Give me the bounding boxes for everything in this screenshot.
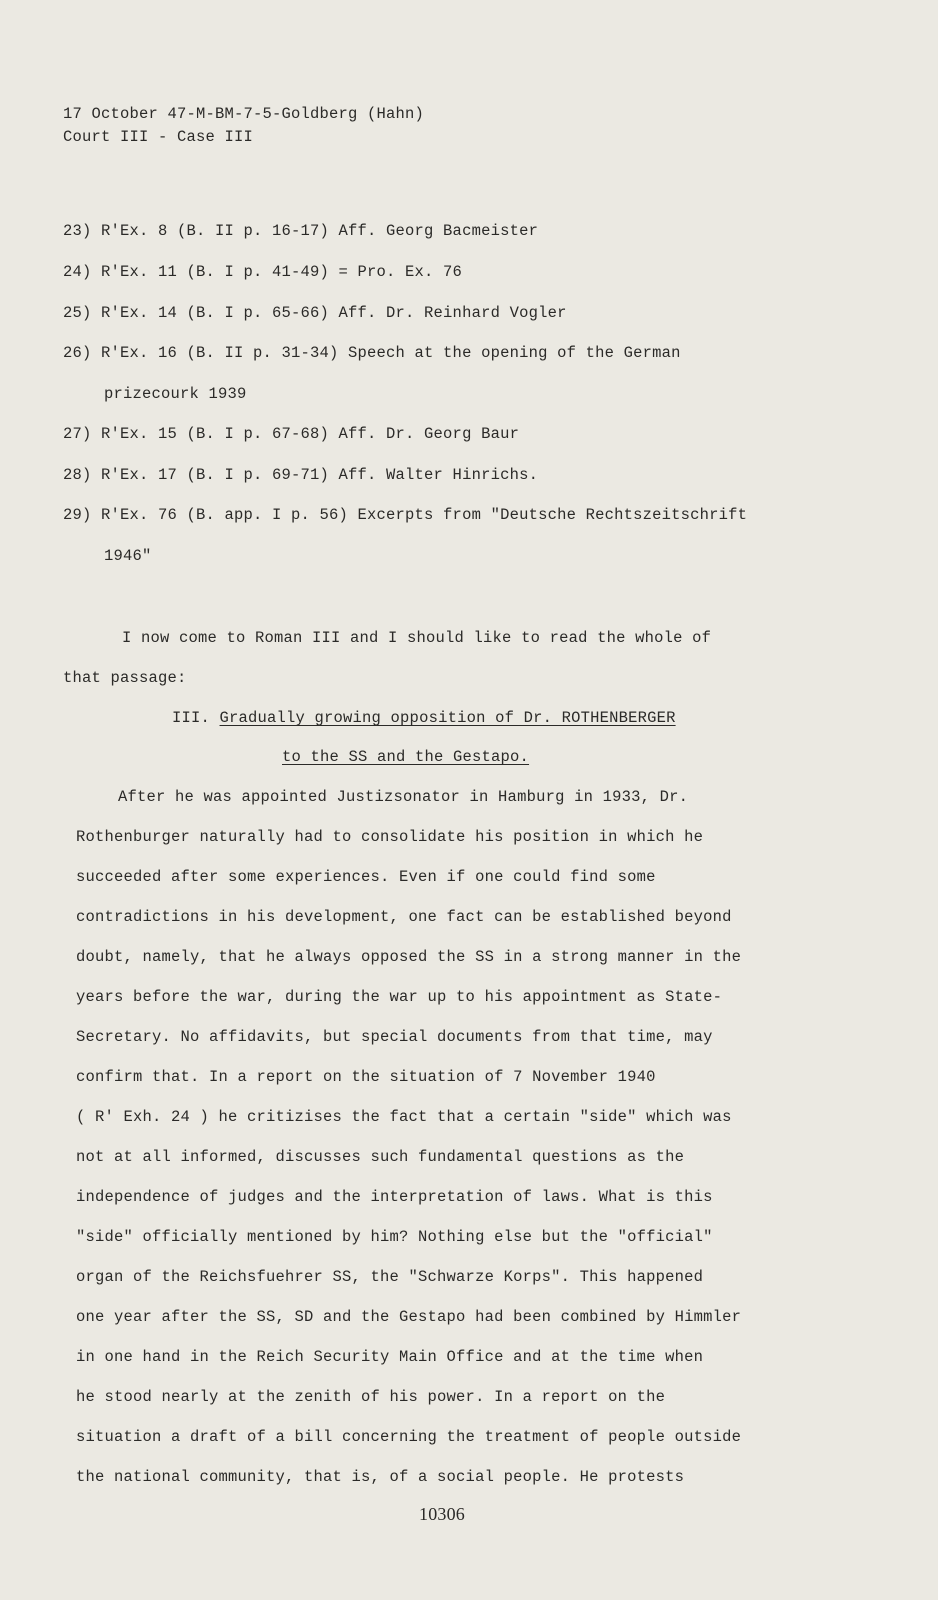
section-heading-number: III.: [172, 709, 211, 727]
body-line: Secretary. No affidavits, but special documents from that time, may: [76, 1028, 713, 1046]
body-line: Rothenburger naturally had to consolidate his position in which he: [76, 828, 704, 846]
body-line: years before the war, during the war up to his appointment as State-: [76, 988, 723, 1006]
body-line: ( R' Exh. 24 ) he critizises the fact that a certain "side" which was: [76, 1108, 732, 1126]
body-line: doubt, namely, that he always opposed the SS in a strong manner in the: [76, 948, 742, 966]
body-line: "side" officially mentioned by him? Nothing else but the "official": [76, 1228, 713, 1246]
page-number: 10306: [419, 1504, 465, 1524]
exhibit-item: 27) R'Ex. 15 (B. I p. 67-68) Aff. Dr. Georg Baur: [63, 425, 520, 443]
exhibit-item: 25) R'Ex. 14 (B. I p. 65-66) Aff. Dr. Reinhard Vogler: [63, 304, 567, 322]
body-line: contradictions in his development, one fact can be established beyond: [76, 908, 732, 926]
header-court-line: Court III - Case III: [63, 128, 254, 146]
body-line: he stood nearly at the zenith of his power. In a report on the: [76, 1388, 666, 1406]
header-date-line: 17 October 47-M-BM-7-5-Goldberg (Hahn): [63, 105, 425, 123]
body-line: confirm that. In a report on the situation of 7 November 1940: [76, 1068, 656, 1086]
body-line: organ of the Reichsfuehrer SS, the "Schwarze Korps". This happened: [76, 1268, 704, 1286]
intro-line: I now come to Roman III and I should like to read the whole of: [122, 629, 712, 647]
exhibit-item: 29) R'Ex. 76 (B. app. I p. 56) Excerpts from "Deutsche Rechtszeitschrift: [63, 506, 748, 524]
body-line: in one hand in the Reich Security Main Office and at the time when: [76, 1348, 704, 1366]
body-line: After he was appointed Justizsonator in Hamburg in 1933, Dr.: [118, 788, 689, 806]
exhibit-item: 26) R'Ex. 16 (B. II p. 31-34) Speech at the opening of the German: [63, 344, 681, 362]
body-line: one year after the SS, SD and the Gestapo had been combined by Himmler: [76, 1308, 742, 1326]
body-line: the national community, that is, of a social people. He protests: [76, 1468, 685, 1486]
exhibit-item: 24) R'Ex. 11 (B. I p. 41-49) = Pro. Ex. 76: [63, 263, 463, 281]
section-heading-title-cont: to the SS and the Gestapo.: [282, 748, 530, 766]
body-line: situation a draft of a bill concerning the treatment of people outside: [76, 1428, 742, 1446]
exhibit-item: 23) R'Ex. 8 (B. II p. 16-17) Aff. Georg Bacmeister: [63, 222, 539, 240]
intro-line: that passage:: [63, 669, 187, 687]
body-line: succeeded after some experiences. Even if one could find some: [76, 868, 656, 886]
section-heading: [172, 709, 676, 727]
body-line: independence of judges and the interpretation of laws. What is this: [76, 1188, 713, 1206]
exhibit-item-continuation: 1946": [104, 547, 152, 565]
body-line: not at all informed, discusses such fundamental questions as the: [76, 1148, 685, 1166]
section-heading-title: Gradually growing opposition of Dr. ROTHENBERGER: [219, 709, 676, 727]
exhibit-item: 28) R'Ex. 17 (B. I p. 69-71) Aff. Walter Hinrichs.: [63, 466, 539, 484]
exhibit-item-continuation: prizecourk 1939: [104, 385, 247, 403]
